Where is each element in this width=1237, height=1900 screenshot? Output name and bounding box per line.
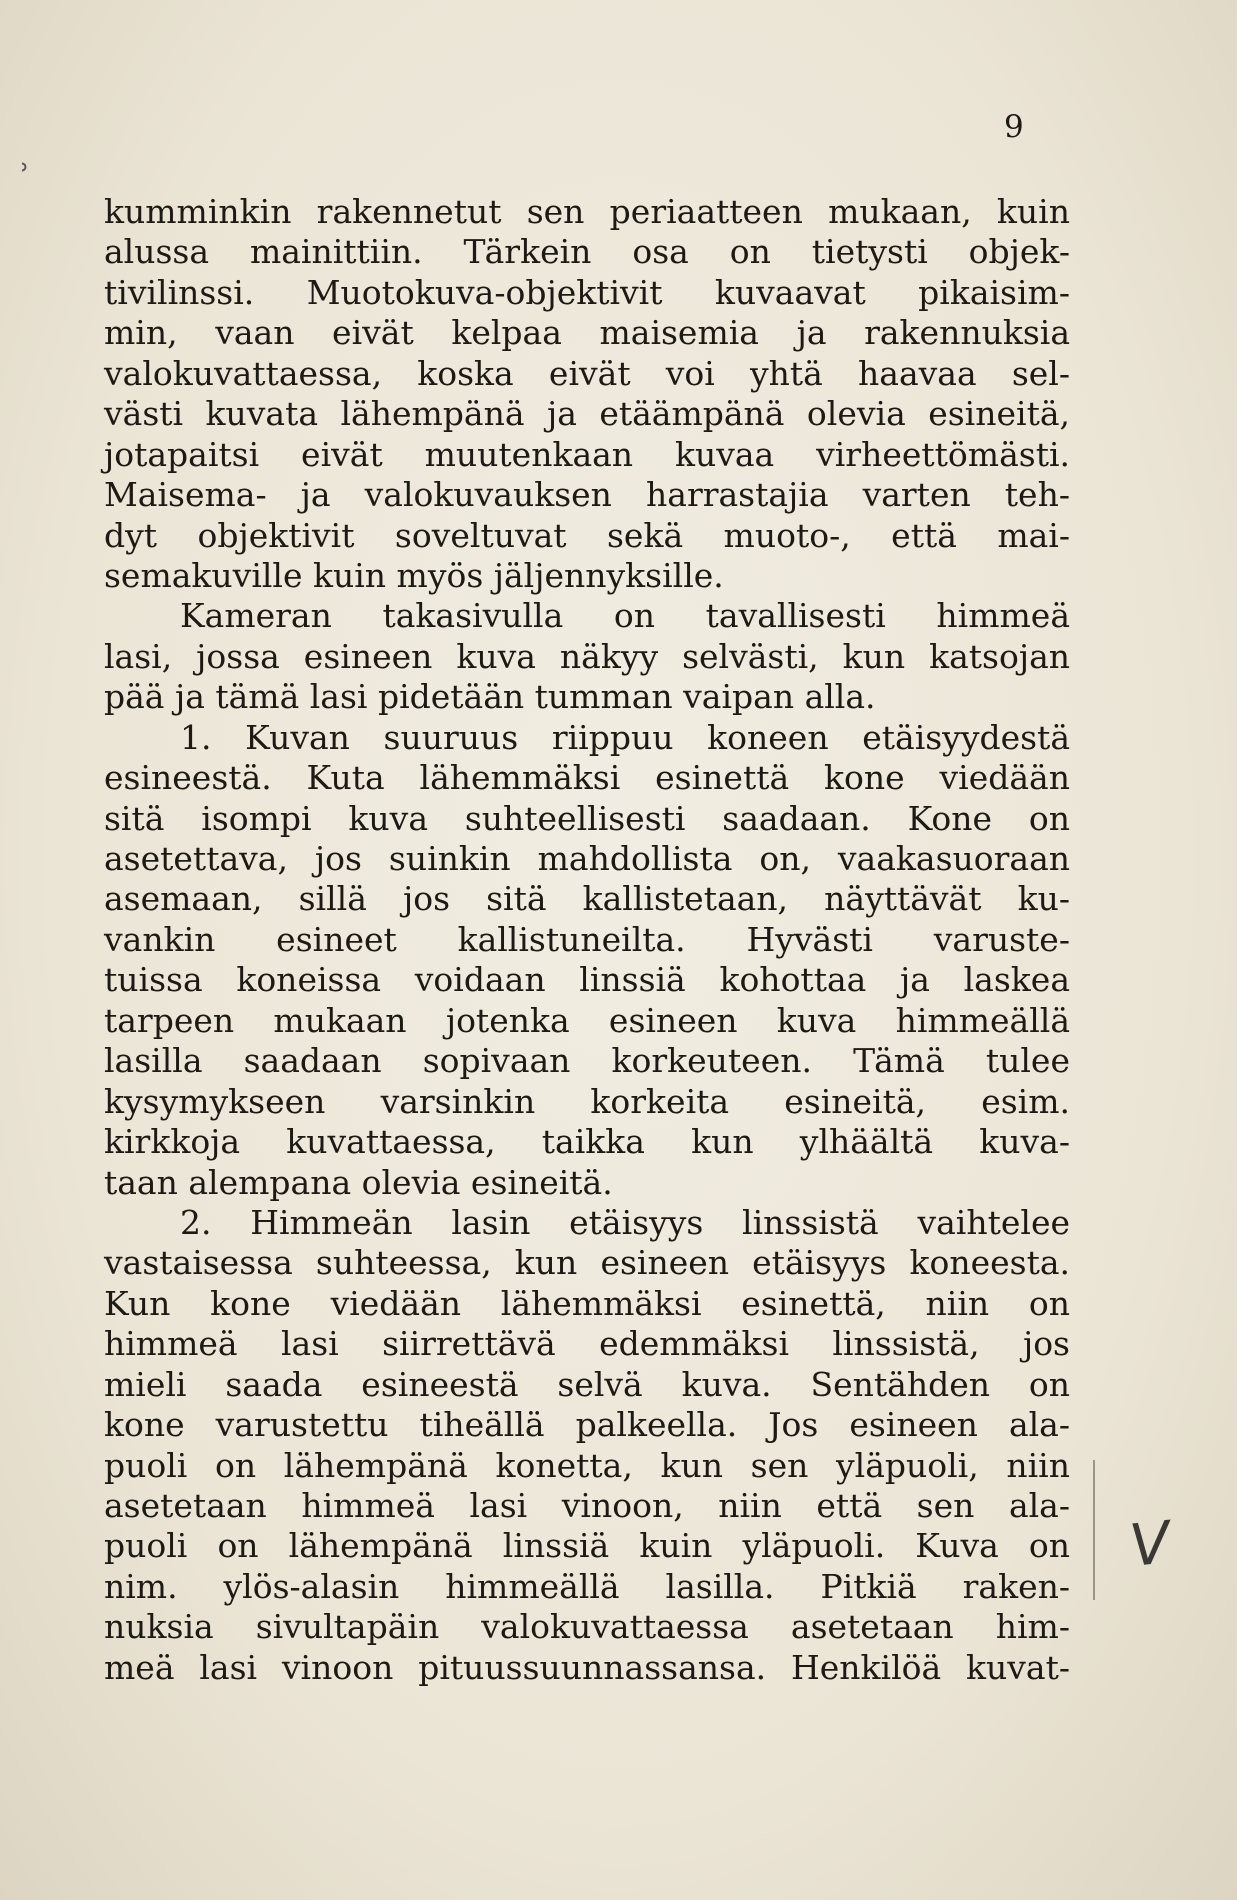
text-line: himmeä lasi siirrettävä edemmäksi linssistä, jos [104, 1324, 1070, 1364]
text-line: 1. Kuvan suuruus riippuu koneen etäisyydestä [180, 717, 1070, 757]
text-line: asemaan, sillä jos sitä kallistetaan, näyttävät ku- [104, 879, 1070, 919]
text-line: Maisema- ja valokuvauksen harrastajia varten teh- [104, 475, 1070, 515]
text-line: taan alempana olevia esineitä. [104, 1162, 613, 1202]
margin-line-mark [1093, 1460, 1095, 1600]
text-line: tivilinssi. Muotokuva-objektivit kuvaavat pikaisim- [104, 272, 1070, 312]
text-line: Kameran takasivulla on tavallisesti himmeä [180, 596, 1070, 636]
text-line: jotapaitsi eivät muutenkaan kuvaa virheettömästi. [104, 434, 1070, 474]
text-line: nuksia sivultapäin valokuvattaessa asetetaan him- [104, 1607, 1070, 1647]
text-line: tarpeen mukaan jotenka esineen kuva himmeällä [104, 1000, 1070, 1040]
text-line: vankin esineet kallistuneilta. Hyvästi varuste- [104, 919, 1070, 959]
text-line: semakuville kuin myös jäljennyksille. [104, 555, 724, 595]
text-line: puoli on lähempänä linssiä kuin yläpuoli. Kuva on [104, 1526, 1070, 1566]
text-line: dyt objektivit soveltuvat sekä muoto-, että mai- [104, 515, 1070, 555]
text-line: lasilla saadaan sopivaan korkeuteen. Tämä tulee [104, 1041, 1070, 1081]
text-line: esineestä. Kuta lähemmäksi esinettä kone viedään [104, 758, 1070, 798]
text-line: 2. Himmeän lasin etäisyys linssistä vaihtelee [180, 1202, 1070, 1242]
text-line: vastaisessa suhteessa, kun esineen etäisyys koneesta. [104, 1243, 1070, 1283]
text-line: alussa mainittiin. Tärkein osa on tietysti objek- [104, 232, 1070, 272]
text-line: kirkkoja kuvattaessa, taikka kun ylhäältä kuva- [104, 1122, 1070, 1162]
text-line: sitä isompi kuva suhteellisesti saadaan. Kone on [104, 798, 1070, 838]
text-line: mieli saada esineestä selvä kuva. Sentähden on [104, 1364, 1070, 1404]
margin-check-mark: V [1126, 1508, 1174, 1580]
text-line: puoli on lähempänä konetta, kun sen yläpuoli, niin [104, 1445, 1070, 1485]
text-line: tuissa koneissa voidaan linssiä kohottaa ja laskea [104, 960, 1070, 1000]
text-line: meä lasi vinoon pituussuunnassansa. Henkilöä kuvat- [104, 1647, 1070, 1687]
corner-mark: ʾ [20, 157, 31, 197]
text-line: nim. ylös-alasin himmeällä lasilla. Pitkiä raken- [104, 1566, 1070, 1606]
text-line: pää ja tämä lasi pidetään tumman vaipan alla. [104, 677, 876, 717]
text-line: kysymykseen varsinkin korkeita esineitä, esim. [104, 1081, 1070, 1121]
text-line: kone varustettu tiheällä palkeella. Jos esineen ala- [104, 1405, 1070, 1445]
text-line: Kun kone viedään lähemmäksi esinettä, niin on [104, 1283, 1070, 1323]
page-number: 9 [1004, 109, 1024, 145]
text-line: västi kuvata lähempänä ja etäämpänä olevia esineitä, [104, 394, 1070, 434]
text-line: kumminkin rakennetut sen periaatteen mukaan, kuin [104, 192, 1070, 231]
body-text [104, 192, 1070, 1688]
text-line: valokuvattaessa, koska eivät voi yhtä haavaa sel- [104, 353, 1070, 393]
text-line: asetetaan himmeä lasi vinoon, niin että sen ala- [104, 1486, 1070, 1525]
text-line: lasi, jossa esineen kuva näkyy selvästi, kun katsojan [104, 636, 1070, 676]
text-line: asetettava, jos suinkin mahdollista on, vaakasuoraan [104, 839, 1070, 878]
text-line: min, vaan eivät kelpaa maisemia ja rakennuksia [104, 313, 1070, 353]
